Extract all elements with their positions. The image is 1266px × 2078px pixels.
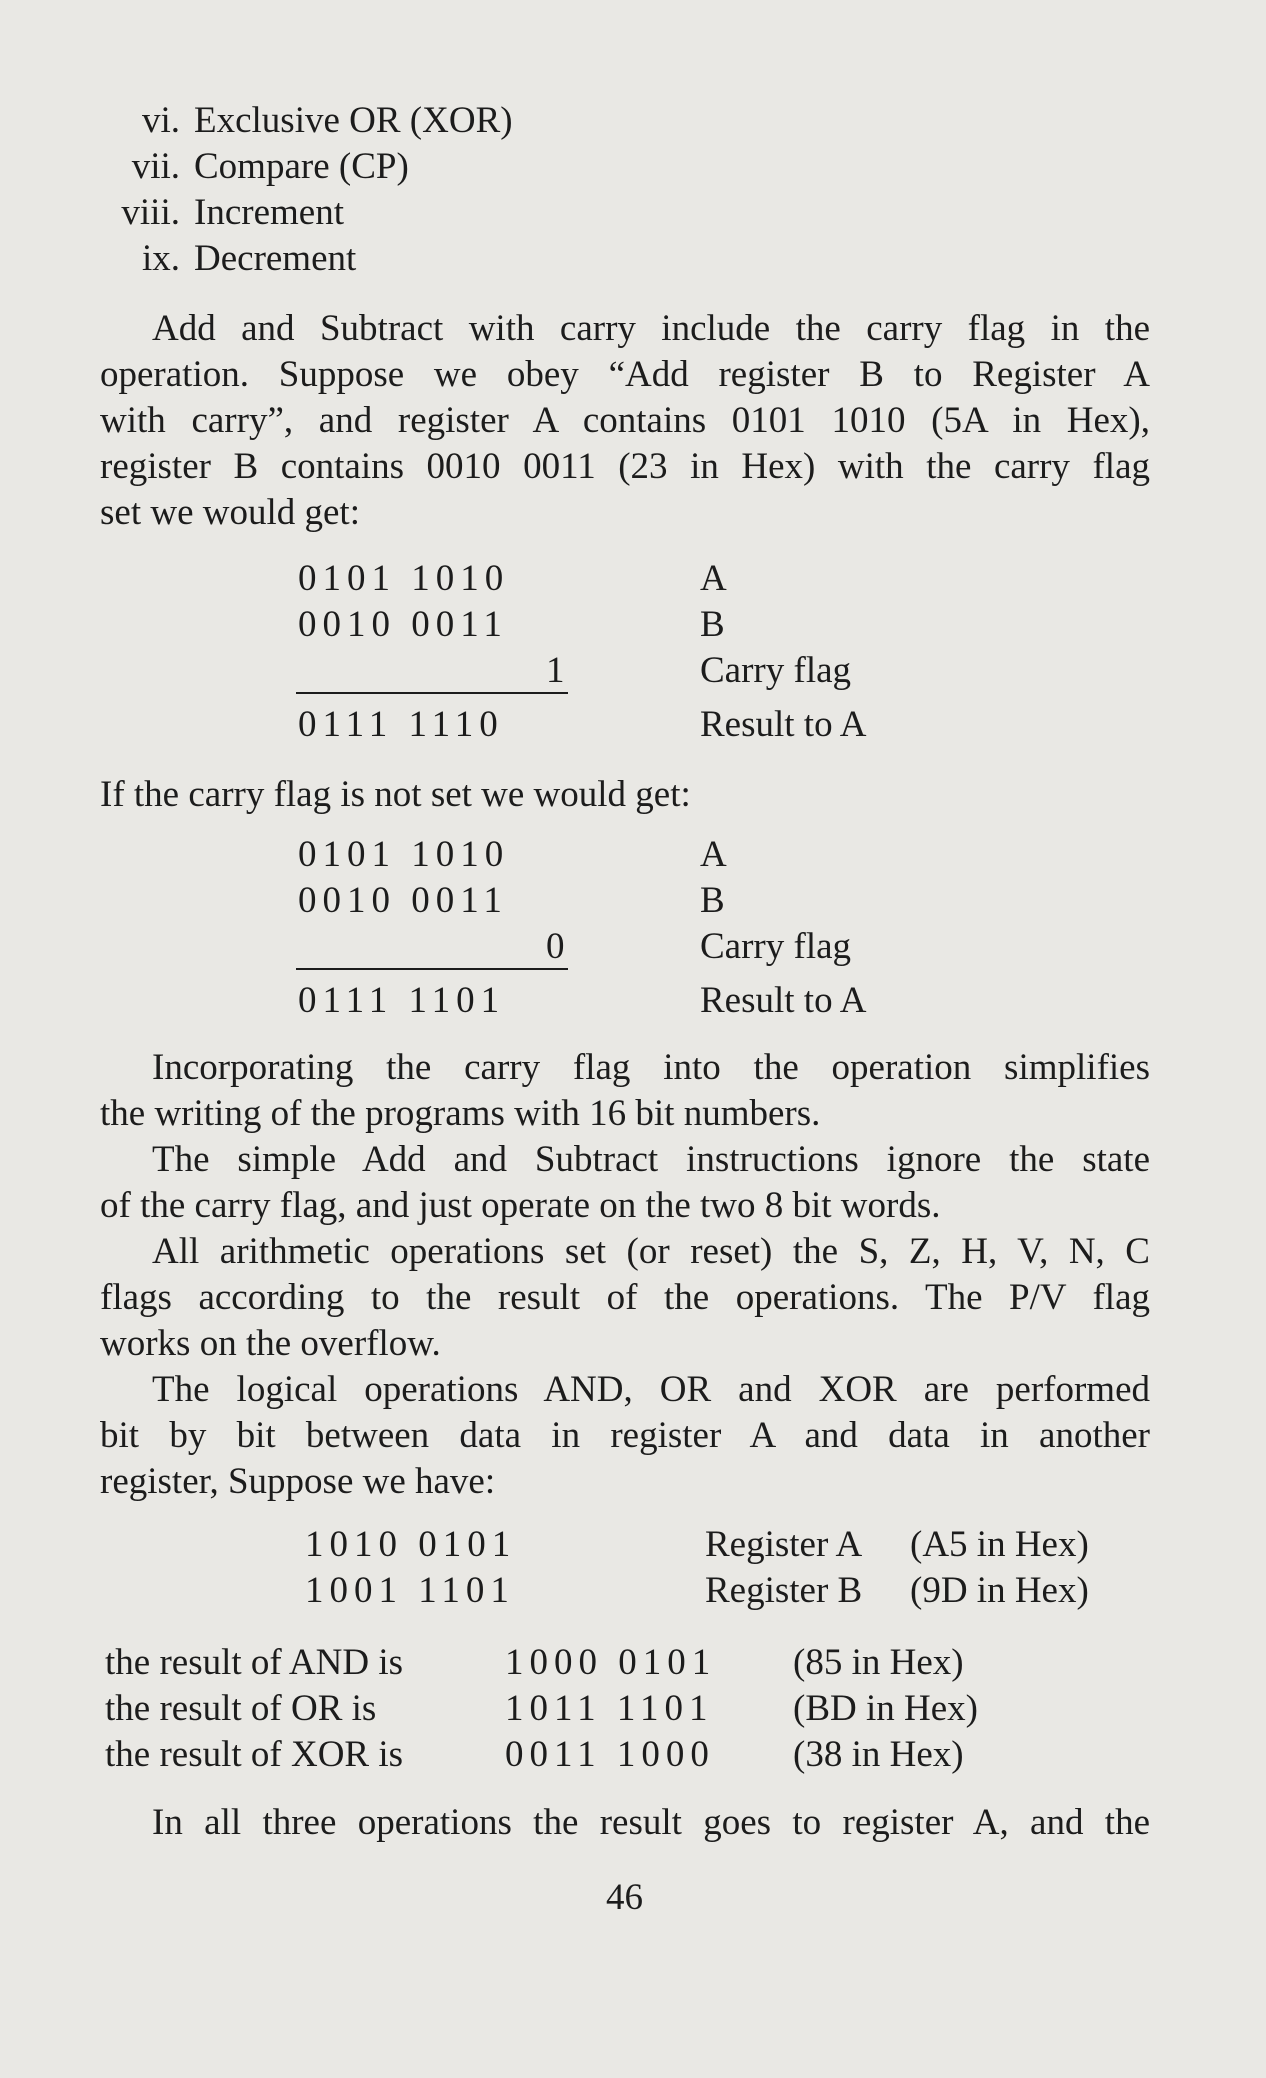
calc1-label-result: Result to A: [700, 704, 867, 745]
register-a-label: Register A: [705, 1524, 863, 1565]
register-b-label: Register B: [705, 1570, 863, 1611]
result-or-label: the result of OR is: [105, 1688, 377, 1729]
paragraph-incorporating-carry: Incorporating the carry flag into the operation simplifies the writing of the programs with 16 bit numbers.: [100, 1047, 1150, 1134]
register-a-hex: (A5 in Hex): [910, 1524, 1089, 1565]
register-b-bits: 1001 1101: [305, 1570, 515, 1611]
calc1-label-a: A: [700, 558, 727, 599]
result-xor-bits: 0011 1000: [505, 1734, 715, 1775]
list-item: vi. Exclusive OR (XOR): [141, 100, 513, 141]
register-b-hex: (9D in Hex): [910, 1570, 1089, 1611]
calc1-sum-line: [296, 692, 568, 694]
calc2-bits-a: 0101 1010: [298, 834, 510, 875]
result-and-hex: (85 in Hex): [793, 1642, 964, 1683]
calc2-label-result: Result to A: [700, 980, 867, 1021]
calc2-sum-line: [296, 968, 568, 970]
result-xor-hex: (38 in Hex): [793, 1734, 964, 1775]
calc1-label-carry: Carry flag: [700, 650, 852, 691]
calc2-carry-bit: 0: [546, 926, 565, 967]
calc1-bits-result: 0111 1110: [298, 704, 504, 745]
result-xor-label: the result of XOR is: [105, 1734, 404, 1775]
calc1-carry-bit: 1: [546, 650, 565, 691]
result-and-label: the result of AND is: [105, 1642, 404, 1683]
list-item: ix. Decrement: [141, 238, 357, 279]
calc1-bits-a: 0101 1010: [298, 558, 510, 599]
calc2-label-carry: Carry flag: [700, 926, 852, 967]
paragraph-carry-not-set: If the carry flag is not set we would get:: [100, 774, 691, 815]
calc2-bits-b: 0010 0011: [298, 880, 508, 921]
paragraph-arithmetic-flags: All arithmetic operations set (or reset) the S, Z, H, V, N, C flags according to the result of the operations. The P/V flag works on the overflow.: [100, 1231, 1150, 1364]
calc1-bits-b: 0010 0011: [298, 604, 508, 645]
page-number: 46: [606, 1877, 643, 1918]
calc2-bits-result: 0111 1101: [298, 980, 506, 1021]
list-item: viii. Increment: [121, 192, 344, 233]
paragraph-simple-add-subtract: The simple Add and Subtract instructions ignore the state of the carry flag, and just operate on the two 8 bit words.: [100, 1139, 1150, 1226]
calc1-label-b: B: [700, 604, 725, 645]
result-or-bits: 1011 1101: [505, 1688, 714, 1729]
instruction-list: [100, 98, 513, 282]
result-and-bits: 1000 0101: [505, 1642, 717, 1683]
calc2-label-b: B: [700, 880, 725, 921]
result-or-hex: (BD in Hex): [793, 1688, 978, 1729]
register-a-bits: 1010 0101: [305, 1524, 517, 1565]
paragraph-result-register-a: In all three operations the result goes to register A, and the: [152, 1802, 1150, 1843]
paragraph-add-subtract-carry: Add and Subtract with carry include the carry flag in the operation. Suppose we obey “Add register B to Register A with carry”, and register A contains 0101 1010 (5A in Hex), register B contains 0010 0011 (23 in Hex) with the carry flag set we would get:: [100, 308, 1150, 533]
list-item: vii. Compare (CP): [131, 146, 409, 187]
paragraph-logical-operations: The logical operations AND, OR and XOR are performed bit by bit between data in register A and data in another register, Suppose we have:: [100, 1369, 1150, 1502]
calc2-label-a: A: [700, 834, 727, 875]
